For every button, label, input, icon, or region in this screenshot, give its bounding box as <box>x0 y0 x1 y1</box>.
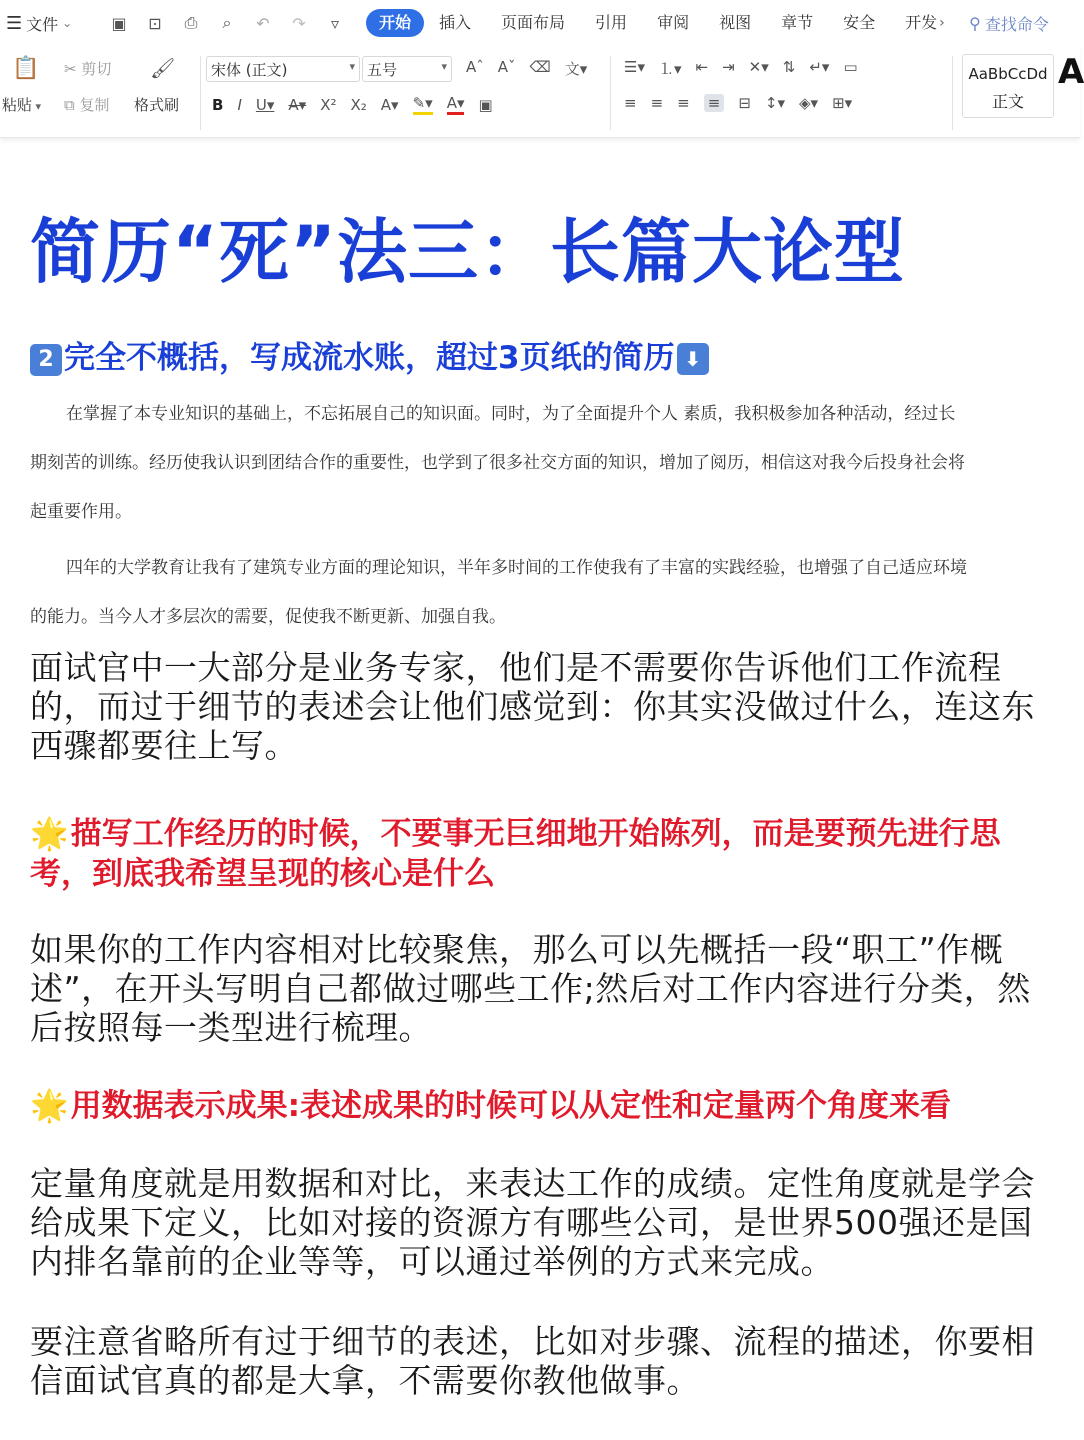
tab-references[interactable]: 引用 <box>595 13 628 32</box>
search-icon: ⚲ <box>969 13 981 33</box>
sample-text: 四年的大学教育让我有了建筑专业方面的理论知识，半年多时间的工作使我有了丰富的实践经验，也增强了自己适应环境的能力。当今人才多层次的需要，促使我不断更新、加强自我。 <box>30 558 967 627</box>
tip-heading <box>30 1086 1054 1126</box>
subheading-text: 完全不概括，写成流水账，超过3页纸的简历 <box>64 340 675 376</box>
align-right-icon[interactable]: ≡ <box>677 94 690 112</box>
tip-text: 描写工作经历的时候，不要事无巨细地开始陈列，而是要预先进行思考，到底我希望呈现的核心是什么 <box>30 816 1001 892</box>
ribbon-divider <box>952 56 953 130</box>
tab-security[interactable]: 安全 <box>843 13 876 32</box>
copy-icon: ⧉ <box>64 96 80 114</box>
style-sample-text: AaBbCcDd <box>968 65 1048 83</box>
menu-bar <box>0 0 1080 46</box>
clipboard-group <box>0 46 200 138</box>
format-painter-button[interactable]: 格式刷 <box>134 96 180 114</box>
body-paragraph: 如果你的工作内容相对比较聚焦，那么可以先概括一段“职工”作概述”，在开头写明自己都做过哪些工作;然后对工作内容进行分类，然后按照每一类型进行梳理。 <box>30 930 1031 1047</box>
chevron-down-icon: ▾ <box>349 60 355 73</box>
page-title: 简历“死”法三：长篇大论型 <box>30 211 906 293</box>
distribute-icon[interactable]: ⊟ <box>738 94 751 112</box>
customize-icon[interactable]: ▿ <box>330 13 340 33</box>
superscript-icon[interactable]: X² <box>320 95 337 114</box>
scissors-icon: ✂ <box>64 60 82 78</box>
command-search[interactable] <box>969 12 1049 35</box>
paste-button[interactable]: 粘贴 ▾ <box>2 96 42 114</box>
sample-resume-paragraph <box>30 390 970 537</box>
phonetic-icon[interactable]: 文▾ <box>564 60 588 78</box>
down-arrow-icon: ⬇ <box>677 343 709 375</box>
save-icon[interactable]: ▣ <box>111 13 127 33</box>
bold-icon[interactable]: B <box>212 95 224 114</box>
shrink-font-icon[interactable]: Aˇ <box>497 58 516 76</box>
sample-resume-paragraph <box>30 544 970 642</box>
grow-font-icon[interactable]: Aˆ <box>466 58 484 76</box>
format-painter-icon[interactable]: 🖌 <box>150 56 176 80</box>
star-icon: 🌟 <box>30 816 69 852</box>
highlight-icon[interactable]: ✎▾ <box>413 94 433 115</box>
bullet-list-icon[interactable]: ☰▾ <box>624 58 645 76</box>
paragraph-group <box>612 46 952 138</box>
font-group <box>200 46 610 138</box>
tab-home[interactable]: 开始 <box>366 9 424 37</box>
hamburger-icon: ☰ <box>6 12 23 34</box>
text-effect-icon[interactable]: A▾ <box>380 95 399 114</box>
style-name-label: 正文 <box>991 92 1024 111</box>
print-preview-icon[interactable]: ⌕ <box>222 13 232 32</box>
font-color-icon[interactable]: A▾ <box>447 94 465 115</box>
tip-text: 用数据表示成果:表述成果的时候可以从定性和定量两个角度来看 <box>70 1088 952 1124</box>
shading-icon[interactable]: ◈▾ <box>799 94 819 112</box>
increase-indent-icon[interactable]: ⇥ <box>722 58 735 76</box>
char-border-icon[interactable]: ▣ <box>478 95 493 114</box>
chevron-down-icon: ▾ <box>441 60 447 73</box>
ribbon-divider <box>610 56 611 130</box>
style-next[interactable]: A <box>1058 52 1084 92</box>
command-search-label: 查找命令 <box>984 14 1049 34</box>
tab-view[interactable]: 视图 <box>719 13 752 32</box>
styles-group <box>954 46 1084 138</box>
font-name-select[interactable]: 宋体 (正文) ▾ <box>206 56 360 82</box>
tab-developer[interactable]: 开发 <box>905 13 938 32</box>
file-menu-label: 文件 <box>26 14 59 34</box>
align-left-icon[interactable]: ≡ <box>624 94 637 112</box>
style-normal[interactable] <box>962 54 1054 118</box>
subheading <box>30 332 711 377</box>
sample-text: 在掌握了本专业知识的基础上，不忘拓展自己的知识面。同时，为了全面提升个人 素质，我积极参加各种活动，经过长期刻苦的训练。经历使我认识到团结合作的重要性，也学到了很多社交方面的知识，增加了阅历，相信这对我今后投身社会将 起重要作用。 <box>30 404 965 522</box>
document-page <box>0 140 1080 1440</box>
align-center-icon[interactable]: ≡ <box>650 94 664 112</box>
ribbon-tabs <box>366 9 953 37</box>
chinese-layout-icon[interactable]: ✕▾ <box>748 58 769 76</box>
tab-stops-icon[interactable]: ▭ <box>843 58 858 76</box>
clear-format-icon[interactable]: ⌫ <box>529 58 551 76</box>
tab-review[interactable]: 审阅 <box>657 13 690 32</box>
show-marks-icon[interactable]: ↵▾ <box>809 58 830 76</box>
tab-page-layout[interactable]: 页面布局 <box>501 13 566 32</box>
italic-icon[interactable]: I <box>237 95 242 114</box>
tab-section[interactable]: 章节 <box>781 13 814 32</box>
star-icon: 🌟 <box>30 1088 69 1124</box>
decrease-indent-icon[interactable]: ⇤ <box>695 58 709 76</box>
print-icon[interactable]: ⎙ <box>184 13 198 32</box>
ribbon-toolbar <box>0 46 1084 138</box>
tab-insert[interactable]: 插入 <box>439 13 472 32</box>
justify-icon[interactable]: ≡ <box>704 94 725 112</box>
file-menu[interactable] <box>0 12 100 35</box>
tabs-more-icon[interactable]: › <box>939 15 945 31</box>
borders-icon[interactable]: ⊞▾ <box>832 94 853 112</box>
body-paragraph: 要注意省略所有过于细节的表述，比如对步骤、流程的描述，你要相信面试官真的都是大拿，不需要你教他做事。 <box>30 1322 1035 1400</box>
cut-button[interactable]: ✂ 剪切 <box>64 60 112 78</box>
paste-icon[interactable]: 📋 <box>12 56 40 81</box>
strikethrough-icon[interactable]: A▾ <box>288 95 307 114</box>
copy-button[interactable]: ⧉ 复制 <box>64 96 110 114</box>
export-icon[interactable]: ⊡ <box>148 13 162 33</box>
number-badge: 2 <box>30 344 62 376</box>
tip-heading <box>30 814 1054 894</box>
font-size-select[interactable]: 五号 ▾ <box>362 56 452 82</box>
redo-icon[interactable]: ↷ <box>292 13 306 33</box>
chevron-down-icon: ⌄ <box>62 16 73 30</box>
body-paragraph: 定量角度就是用数据和对比，来表达工作的成绩。定性角度就是学会给成果下定义，比如对接的资源方有哪些公司，是世界500强还是国内排名靠前的企业等等，可以通过举例的方式来完成。 <box>30 1164 1035 1281</box>
line-spacing-icon[interactable]: ↕▾ <box>764 94 785 112</box>
body-paragraph: 面试官中一大部分是业务专家，他们是不需要你告诉他们工作流程的，而过于细节的表述会让他们感觉到：你其实没做过什么，连这东西骤都要往上写。 <box>30 648 1035 765</box>
quick-access-toolbar <box>100 13 346 33</box>
undo-icon[interactable]: ↶ <box>256 13 270 33</box>
subscript-icon[interactable]: X₂ <box>350 95 367 114</box>
underline-icon[interactable]: U▾ <box>255 95 275 114</box>
sort-icon[interactable]: ⇅ <box>782 58 796 76</box>
numbered-list-icon[interactable]: ⒈▾ <box>658 60 682 78</box>
